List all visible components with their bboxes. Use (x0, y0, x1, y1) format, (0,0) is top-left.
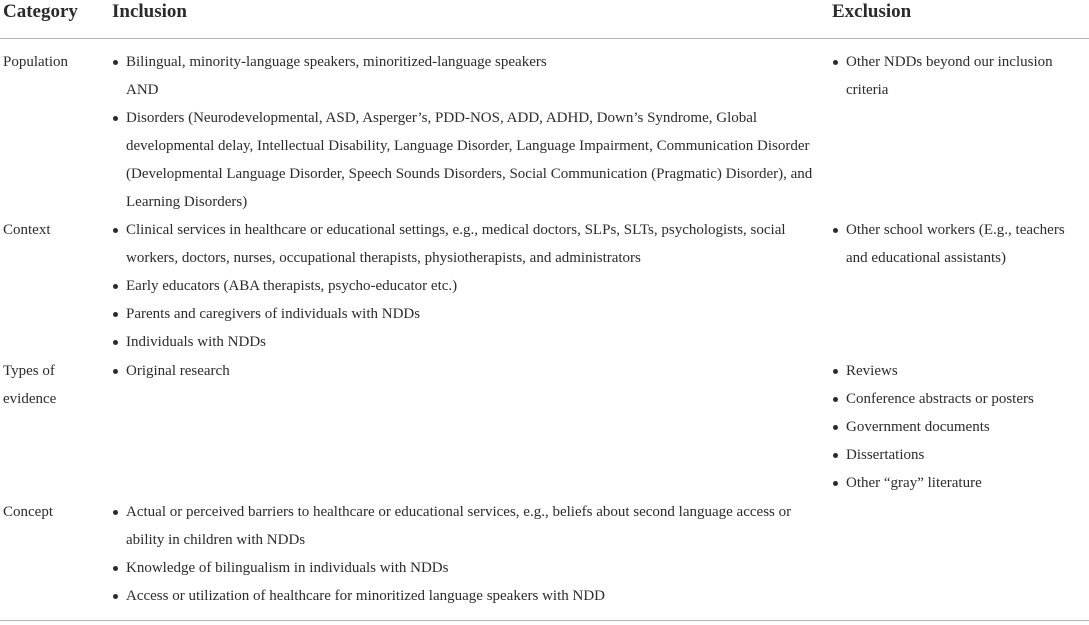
bullet-icon (833, 453, 838, 458)
bullet-icon (113, 60, 118, 65)
bullet-icon (113, 566, 118, 571)
bullet-icon (113, 284, 118, 289)
inclusion-cell (112, 357, 822, 385)
list-item: Government documents (832, 413, 1088, 441)
exclusion-cell (832, 216, 1088, 272)
category-cell: Population (3, 54, 69, 70)
list-item: Bilingual, minority-language speakers, minoritized-language speakers (112, 48, 822, 76)
category-cell: Context (3, 222, 51, 238)
list-item: Individuals with NDDs (112, 328, 822, 356)
exclusion-cell (832, 357, 1088, 497)
inclusion-cell (112, 498, 822, 610)
bullet-icon (113, 510, 118, 515)
inclusion-cell (112, 216, 822, 356)
and-connector: AND (126, 82, 159, 98)
list-item: Other school workers (E.g., teachers and educational assistants) (832, 216, 1088, 272)
list-item: Early educators (ABA therapists, psycho-educator etc.) (112, 272, 822, 300)
category-cell: Concept (3, 504, 53, 520)
table-bottom-rule (0, 620, 1089, 621)
list-item: Clinical services in healthcare or educational settings, e.g., medical doctors, SLPs, SLTs, psychologists, social workers, doctors, nurses, occupational therapists, physiotherapists, and administrators (112, 216, 822, 272)
exclusion-cell (832, 48, 1088, 104)
bullet-icon (833, 397, 838, 402)
bullet-icon (833, 425, 838, 430)
bullet-icon (113, 340, 118, 345)
bullet-icon (113, 312, 118, 317)
bullet-icon (833, 481, 838, 486)
list-item: Dissertations (832, 441, 1088, 469)
bullet-icon (833, 228, 838, 233)
list-item: Access or utilization of healthcare for minoritized language speakers with NDD (112, 582, 822, 610)
bullet-icon (113, 594, 118, 599)
list-item: Disorders (Neurodevelopmental, ASD, Asperger’s, PDD-NOS, ADD, ADHD, Down’s Syndrome, Global developmental delay, Intellectual Disability, Language Disorder, Language Impairment, Communication Disorder (Developmental Language Disorder, Speech Sounds Disorders, Social Communication (Pragmatic) Disorder), and Learning Disorders) (112, 104, 822, 216)
header-category: Category (3, 1, 78, 22)
bullet-icon (113, 228, 118, 233)
header-exclusion: Exclusion (832, 1, 912, 22)
inclusion-cell (112, 48, 822, 216)
list-item: Other NDDs beyond our inclusion criteria (832, 48, 1088, 104)
list-item: Other “gray” literature (832, 469, 1088, 497)
header-inclusion: Inclusion (112, 1, 187, 22)
bullet-icon (833, 60, 838, 65)
table-header (0, 0, 1089, 39)
bullet-icon (113, 116, 118, 121)
list-item: Original research (112, 357, 822, 385)
bullet-icon (113, 369, 118, 374)
list-item: Knowledge of bilingualism in individuals with NDDs (112, 554, 822, 582)
list-item: Conference abstracts or posters (832, 385, 1088, 413)
list-item: Reviews (832, 357, 1088, 385)
category-cell: Types of evidence (3, 363, 57, 407)
bullet-icon (833, 369, 838, 374)
list-item: Parents and caregivers of individuals with NDDs (112, 300, 822, 328)
list-item: Actual or perceived barriers to healthcare or educational services, e.g., beliefs about second language access or ability in children with NDDs (112, 498, 822, 554)
